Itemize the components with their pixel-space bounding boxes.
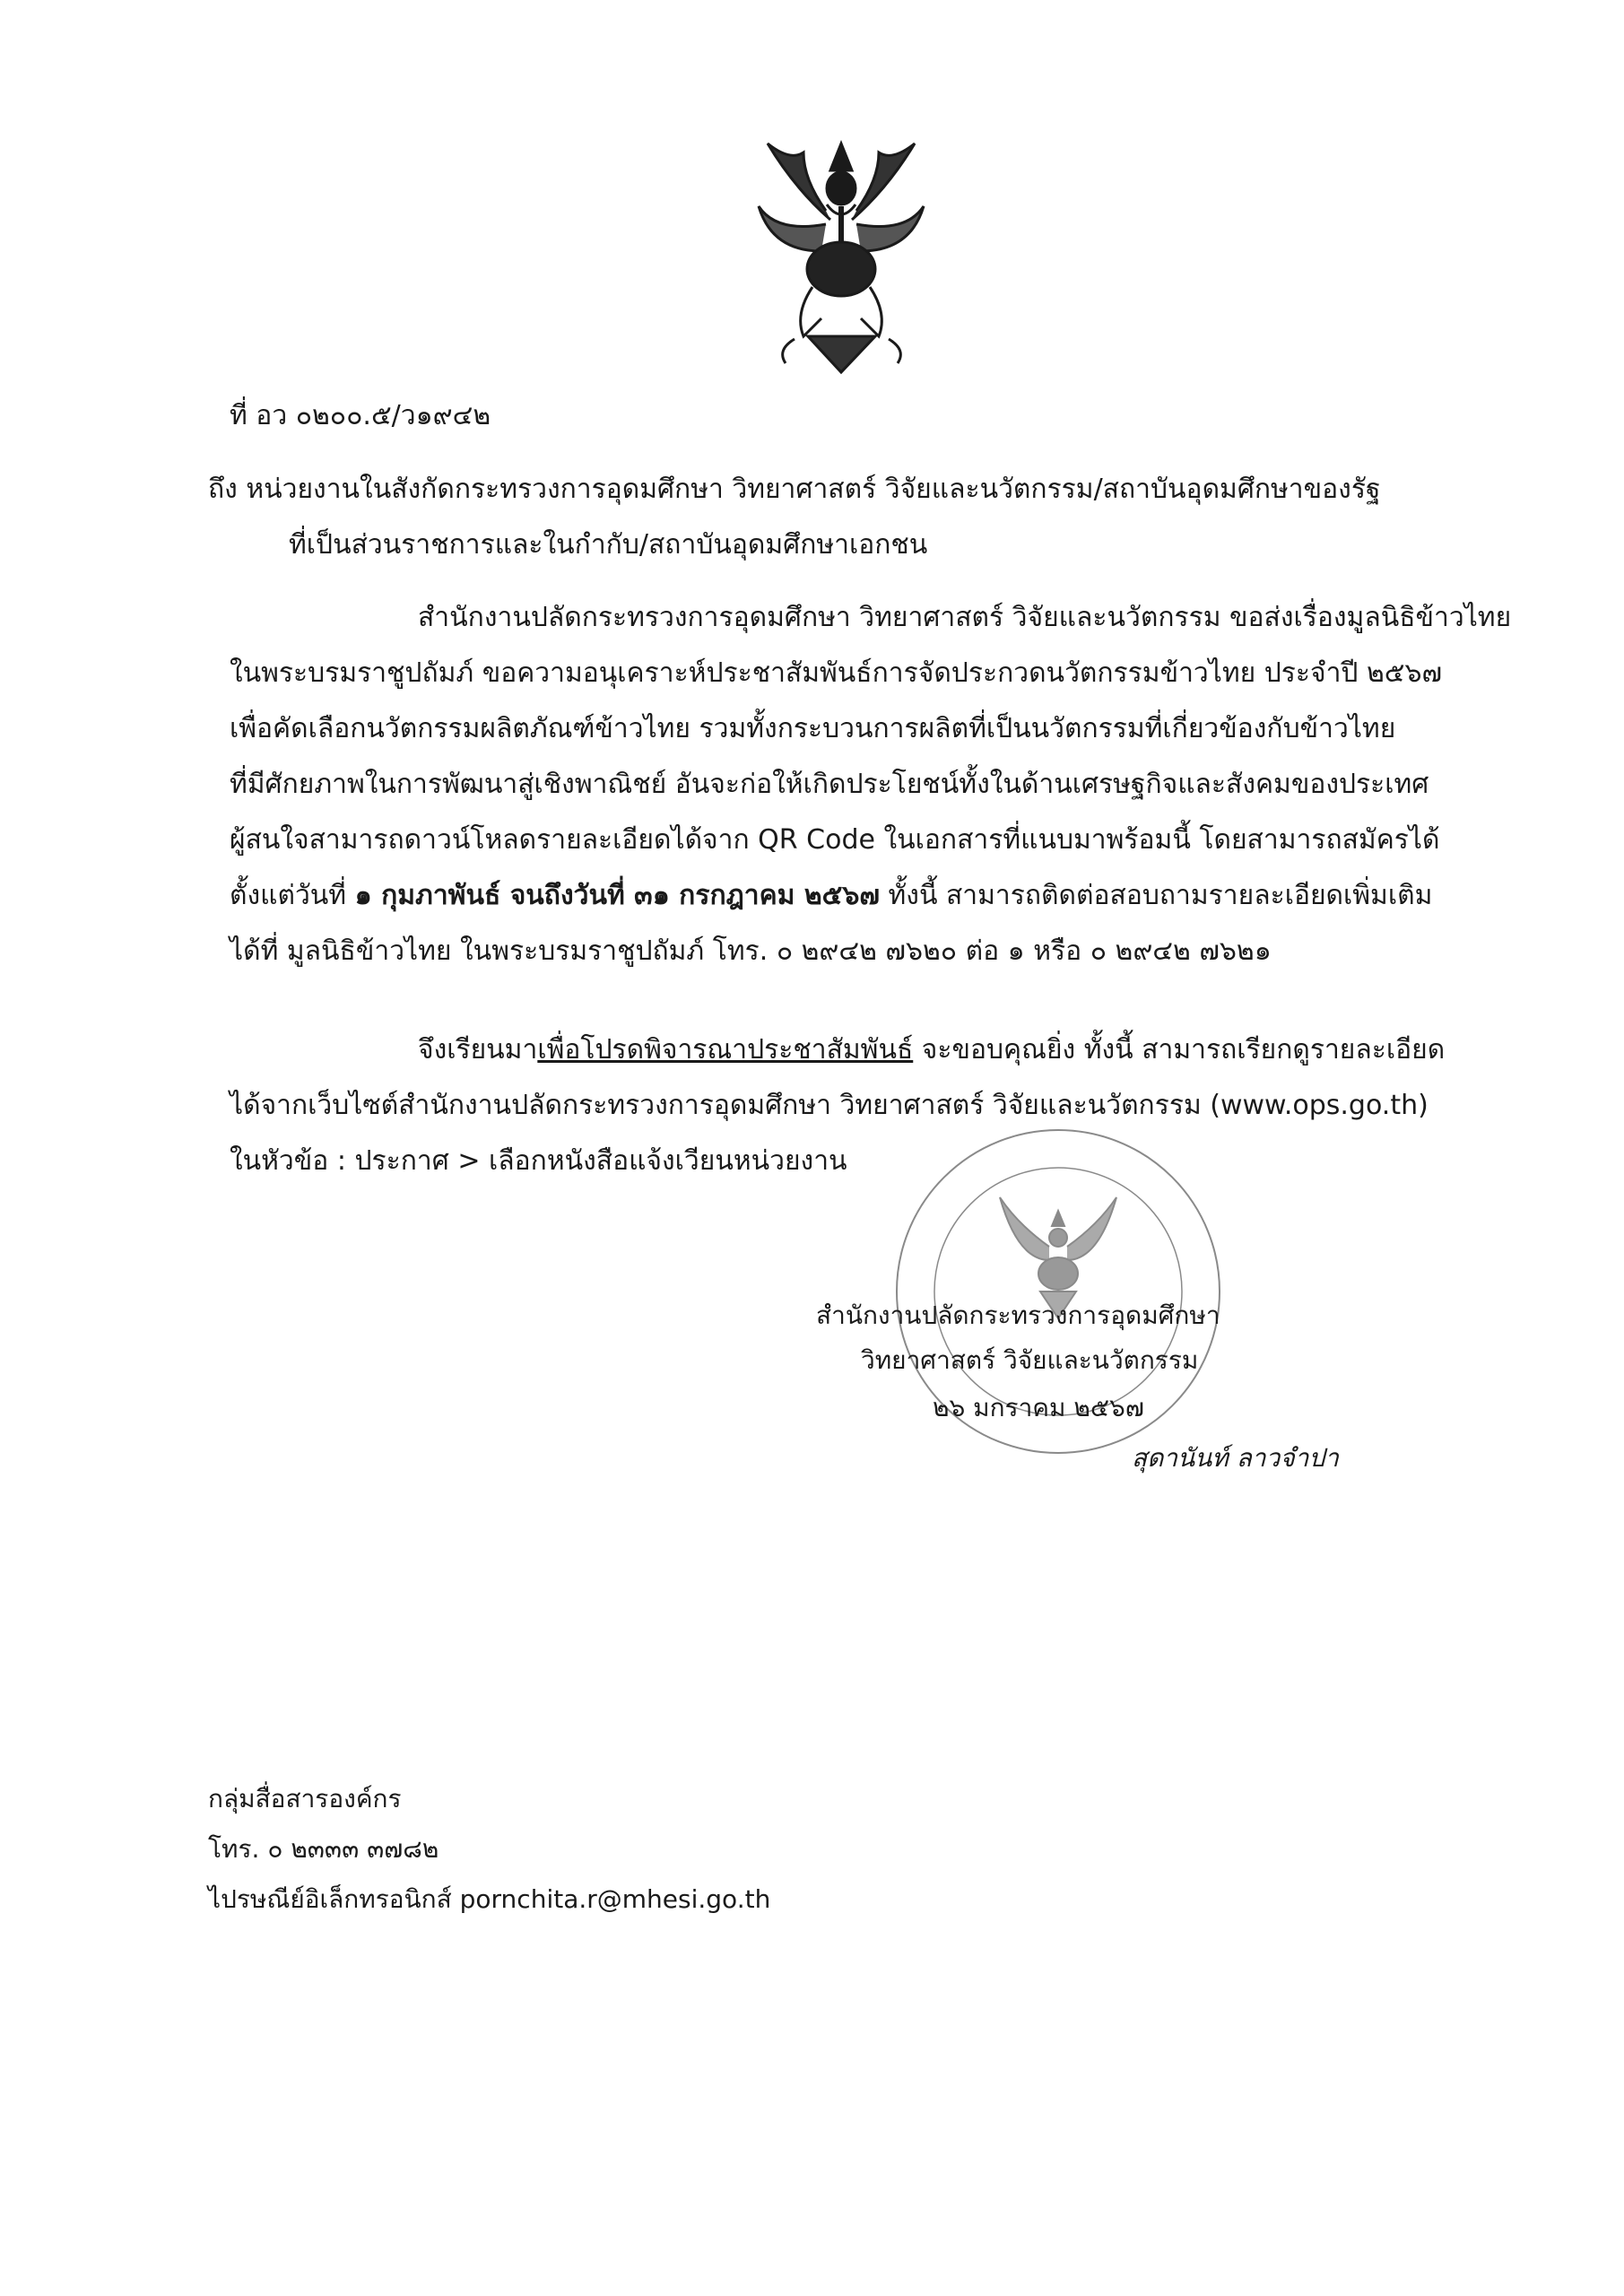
signature-office-line-2: วิทยาศาสตร์ วิจัยและนวัตกรรม (861, 1345, 1199, 1375)
body-paragraph (230, 590, 1512, 979)
document-reference: ที่ อว ๐๒๐๐.๕/ว๑๙๔๒ (230, 400, 491, 431)
closing-line: ในหัวข้อ : ประกาศ > เลือกหนังสือแจ้งเวียนหน่วยงาน (230, 1145, 847, 1177)
closing-line: ได้จากเว็บไซต์สำนักงานปลัดกระทรวงการอุดมศึกษา วิทยาศาสตร์ วิจัยและนวัตกรรม (www.ops.go.th) (230, 1090, 1429, 1121)
closing-text: จึงเรียนมา (418, 1034, 538, 1065)
closing-line (230, 1022, 1480, 1078)
body-text: ตั้งแต่วันที่ (230, 880, 355, 911)
body-line: ที่มีศักยภาพในการพัฒนาสู่เชิงพาณิชย์ อันจะก่อให้เกิดประโยชน์ทั้งในด้านเศรษฐกิจและสังคมของประเทศ (230, 769, 1429, 800)
body-line: ได้ที่ มูลนิธิข้าวไทย ในพระบรมราชูปถัมภ์ โทร. ๐ ๒๙๔๒ ๗๖๒๐ ต่อ ๑ หรือ ๐ ๒๙๔๒ ๗๖๒๑ (230, 935, 1272, 967)
signature-date: ๒๖ มกราคม ๒๕๖๗ (933, 1393, 1144, 1422)
body-line: ผู้สนใจสามารถดาวน์โหลดรายละเอียดได้จาก QR Code ในเอกสารที่แนบมาพร้อมนี้ โดยสามารถสมัครได้ (230, 824, 1440, 856)
body-line: ในพระบรมราชูปถัมภ์ ขอความอนุเคราะห์ประชาสัมพันธ์การจัดประกวดนวัตกรรมข้าวไทย ประจำปี ๒๕๖๗ (230, 657, 1443, 689)
footer-phone: โทร. ๐ ๒๓๓๓ ๓๗๘๒ (208, 1834, 439, 1864)
signature-office-line-1: สำนักงานปลัดกระทรวงการอุดมศึกษา (816, 1300, 1220, 1330)
body-text: ทั้งนี้ สามารถติดต่อสอบถามรายละเอียดเพิ่มเติม (879, 880, 1433, 911)
request-phrase: เพื่อโปรดพิจารณาประชาสัมพันธ์ (537, 1034, 914, 1065)
garuda-emblem-icon (741, 135, 942, 377)
footer-email: ไปรษณีย์อิเล็กทรอนิกส์ pornchita.r@mhesi.go.th (208, 1884, 771, 1914)
recipient-line-1: ถึง หน่วยงานในสังกัดกระทรวงการอุดมศึกษา วิทยาศาสตร์ วิจัยและนวัตกรรม/สถาบันอุดมศึกษาของรัฐ (208, 474, 1381, 505)
closing-paragraph (230, 1022, 1480, 1189)
recipient-line-2: ที่เป็นส่วนราชการและในกำกับ/สถาบันอุดมศึกษาเอกชน (289, 529, 928, 561)
body-line: เพื่อคัดเลือกนวัตกรรมผลิตภัณฑ์ข้าวไทย รวมทั้งกระบวนการผลิตที่เป็นนวัตกรรมที่เกี่ยวข้องกับข้าวไทย (230, 713, 1396, 744)
body-line (230, 868, 1480, 924)
footer-department: กลุ่มสื่อสารองค์กร (208, 1784, 402, 1813)
closing-text: จะขอบคุณยิ่ง ทั้งนี้ สามารถเรียกดูรายละเอียด (913, 1034, 1446, 1065)
application-period: ๑ กุมภาพันธ์ จนถึงวันที่ ๓๑ กรกฎาคม ๒๕๖๗ (354, 880, 880, 911)
signer-name: สุดานันท์ ลาวจำปา (1132, 1443, 1339, 1473)
body-line: สำนักงานปลัดกระทรวงการอุดมศึกษา วิทยาศาสตร์ วิจัยและนวัตกรรม ขอส่งเรื่องมูลนิธิข้าวไทย (418, 602, 1512, 633)
